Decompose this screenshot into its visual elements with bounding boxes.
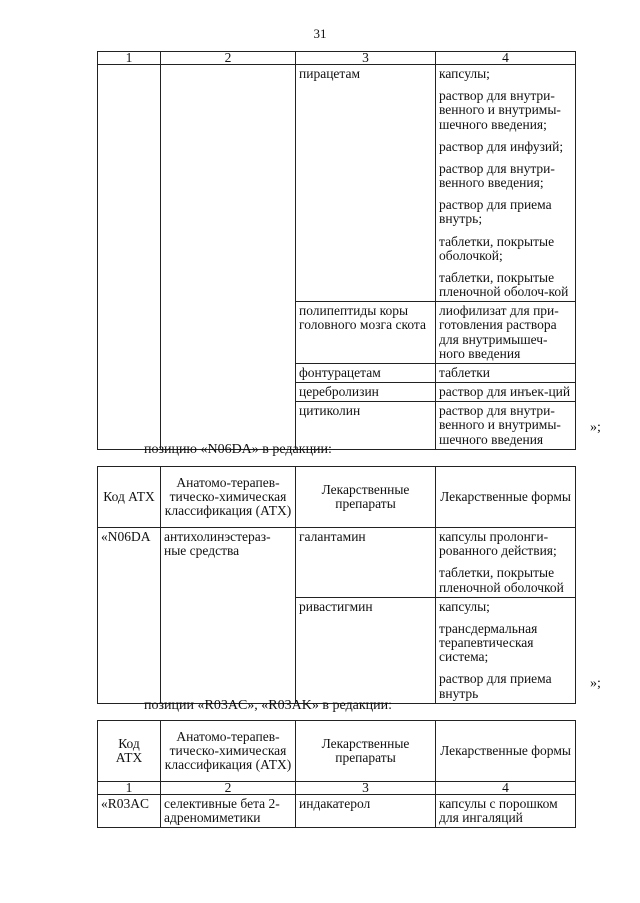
form-item: капсулы пролонги-рованного действия; [439,529,557,559]
forms-cell [436,302,576,364]
column-number-row [98,782,576,795]
col-number-3: 3 [296,782,436,795]
page-number: 31 [313,26,327,41]
form-item: раствор для приема внутрь; [439,197,552,227]
forms-cell [436,383,576,402]
form-item: капсулы; [439,598,490,614]
header-code: Код АТХ [98,467,161,528]
form-item: лиофилизат для при-готовления раствора для внутримышеч-ного введения [439,303,559,361]
form-item: таблетки, покрытые пленочной оболоч-кой [439,269,569,300]
header-code-line: Код [118,735,140,751]
header-classification: Анатомо-терапев-тическо-химическая классификация (АТХ) [161,467,296,528]
form-item: раствор для внутри-венного и внутримы-шечного введения; [439,88,561,132]
form-item: трансдермальная терапевтическая система; [439,620,538,665]
forms-cell [436,402,576,450]
code-cell: «N06DA [98,528,161,704]
drug-cell: индакатерол [296,795,436,828]
drug-cell: галантамин [296,528,436,598]
header-code-line: АТХ [115,750,143,765]
classification-cell: селективные бета 2-адреномиметики [161,795,296,828]
form-item: раствор для внутри-венного введения; [439,160,555,191]
form-item: капсулы; [439,66,490,81]
forms-cell [436,65,576,302]
form-item: раствор для приема внутрь [439,671,552,701]
caption-n06da: позицию «N06DA» в редакции: [144,442,332,457]
form-item: таблетки, покрытые оболочкой; [439,233,555,263]
col-number-3: 3 [296,52,436,65]
header-forms: Лекарственные формы [436,721,576,782]
col-number-4: 4 [436,782,576,795]
header-row [98,467,576,528]
form-item: таблетки [439,364,491,380]
form-item: таблетки, покрытые пленочной оболочкой [439,565,564,595]
form-item: раствор для инъек-ций [439,384,571,400]
col-number-2: 2 [161,782,296,795]
table-row [98,528,576,598]
col-number-1: 1 [98,52,161,65]
header-code [98,721,161,782]
forms-cell [436,528,576,598]
col-number-1: 1 [98,782,161,795]
code-cell-empty [98,65,161,450]
header-forms: Лекарственные формы [436,467,576,528]
drug-cell: церебролизин [296,383,436,402]
classification-cell: антихолинэстераз-ные средства [161,528,296,704]
drug-cell: цитиколин [296,402,436,450]
header-drugs: Лекарственные препараты [296,721,436,782]
column-number-row [98,52,576,65]
continuation-table [97,51,576,450]
classification-cell-empty [161,65,296,450]
code-cell: «R03AC [98,795,161,828]
header-classification: Анатомо-терапев-тическо-химическая классификация (АТХ) [161,721,296,782]
header-drugs: Лекарственные препараты [296,467,436,528]
caption-r03ac-r03ak: позиции «R03AC», «R03AK» в редакции: [144,698,392,713]
forms-cell: капсулы с порошком для ингаляций [436,795,576,828]
closing-quote-1: »; [590,420,601,435]
form-item: раствор для инфузий; [439,138,564,154]
n06da-table [97,466,576,704]
table-row [98,795,576,828]
forms-cell [436,597,576,703]
forms-cell [436,363,576,382]
drug-cell: полипептиды коры головного мозга скота [296,302,436,364]
col-number-4: 4 [436,52,576,65]
header-row [98,721,576,782]
closing-quote-2: »; [590,676,601,691]
drug-cell: пирацетам [296,65,436,302]
r03-table [97,720,576,828]
table-row [98,65,576,302]
drug-cell: ривастигмин [296,597,436,703]
form-item: раствор для внутри-венного и внутримы-шечного введения [439,403,561,447]
drug-cell: фонтурацетам [296,363,436,382]
col-number-2: 2 [161,52,296,65]
